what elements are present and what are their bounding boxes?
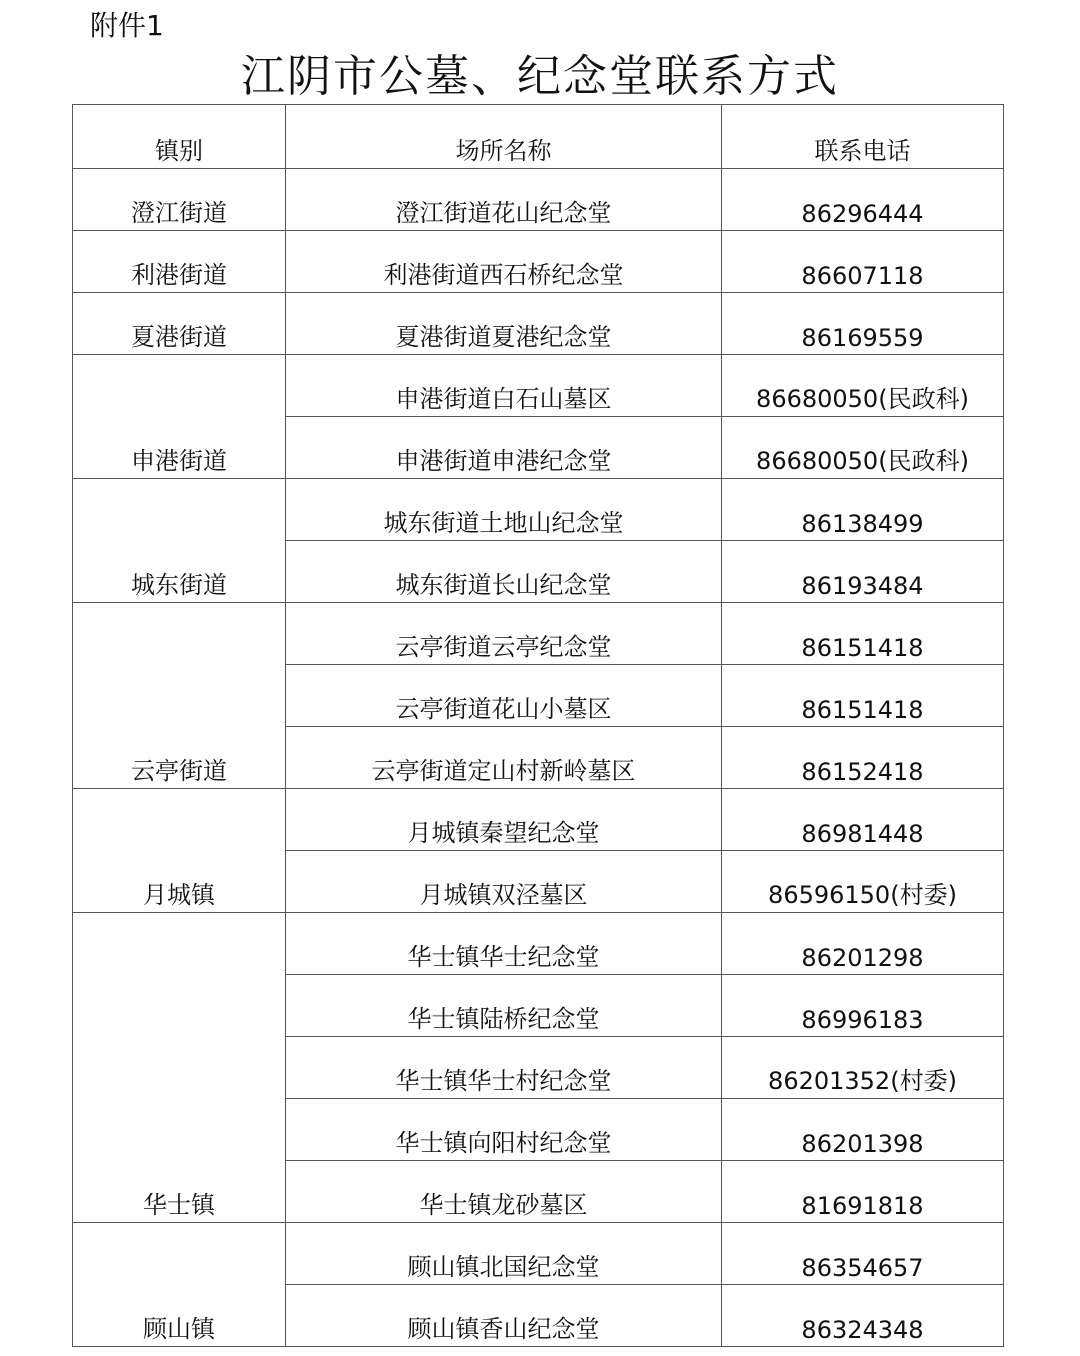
phone-cell: 86151418 [722,603,1004,665]
table-row [73,355,1004,417]
table-body [73,169,1004,1347]
phone-cell: 86680050(民政科) [722,355,1004,417]
place-name-cell: 云亭街道定山村新岭墓区 [286,727,722,789]
phone-cell: 86596150(村委) [722,851,1004,913]
place-name-cell: 城东街道土地山纪念堂 [286,479,722,541]
phone-cell: 86169559 [722,293,1004,355]
phone-cell: 86193484 [722,541,1004,603]
contacts-table [72,104,1004,1347]
place-name-cell: 华士镇龙砂墓区 [286,1161,722,1223]
phone-cell: 86201398 [722,1099,1004,1161]
table-row [73,789,1004,851]
place-name-cell: 云亭街道云亭纪念堂 [286,603,722,665]
place-name-cell: 利港街道西石桥纪念堂 [286,231,722,293]
table-row [73,479,1004,541]
phone-cell: 86354657 [722,1223,1004,1285]
table-row [73,293,1004,355]
place-name-cell: 华士镇陆桥纪念堂 [286,975,722,1037]
town-cell: 利港街道 [73,231,286,293]
phone-cell: 86607118 [722,231,1004,293]
town-cell: 申港街道 [73,355,286,479]
place-name-cell: 月城镇秦望纪念堂 [286,789,722,851]
place-name-cell: 夏港街道夏港纪念堂 [286,293,722,355]
phone-cell: 86152418 [722,727,1004,789]
town-cell: 夏港街道 [73,293,286,355]
phone-cell: 86151418 [722,665,1004,727]
phone-cell: 86996183 [722,975,1004,1037]
place-name-cell: 顾山镇香山纪念堂 [286,1285,722,1347]
table-row [73,231,1004,293]
place-name-cell: 澄江街道花山纪念堂 [286,169,722,231]
table-row [73,1223,1004,1285]
town-cell: 顾山镇 [73,1223,286,1347]
phone-cell: 86296444 [722,169,1004,231]
attachment-label: 附件1 [90,9,164,42]
town-cell: 华士镇 [73,913,286,1223]
town-cell: 城东街道 [73,479,286,603]
table-row [73,913,1004,975]
place-name-cell: 申港街道申港纪念堂 [286,417,722,479]
town-cell: 月城镇 [73,789,286,913]
phone-cell: 86201298 [722,913,1004,975]
table-row [73,603,1004,665]
phone-cell: 81691818 [722,1161,1004,1223]
town-cell: 澄江街道 [73,169,286,231]
phone-cell: 86138499 [722,479,1004,541]
place-name-cell: 月城镇双泾墓区 [286,851,722,913]
place-name-cell: 华士镇向阳村纪念堂 [286,1099,722,1161]
place-name-cell: 城东街道长山纪念堂 [286,541,722,603]
column-header-town: 镇别 [73,105,286,169]
page-title: 江阴市公墓、纪念堂联系方式 [241,51,839,102]
town-cell: 云亭街道 [73,603,286,789]
column-header-place: 场所名称 [286,105,722,169]
table-header-row [73,105,1004,169]
place-name-cell: 申港街道白石山墓区 [286,355,722,417]
place-name-cell: 云亭街道花山小墓区 [286,665,722,727]
place-name-cell: 华士镇华士纪念堂 [286,913,722,975]
table-row [73,169,1004,231]
phone-cell: 86324348 [722,1285,1004,1347]
phone-cell: 86680050(民政科) [722,417,1004,479]
column-header-phone: 联系电话 [722,105,1004,169]
phone-cell: 86201352(村委) [722,1037,1004,1099]
phone-cell: 86981448 [722,789,1004,851]
place-name-cell: 顾山镇北国纪念堂 [286,1223,722,1285]
place-name-cell: 华士镇华士村纪念堂 [286,1037,722,1099]
